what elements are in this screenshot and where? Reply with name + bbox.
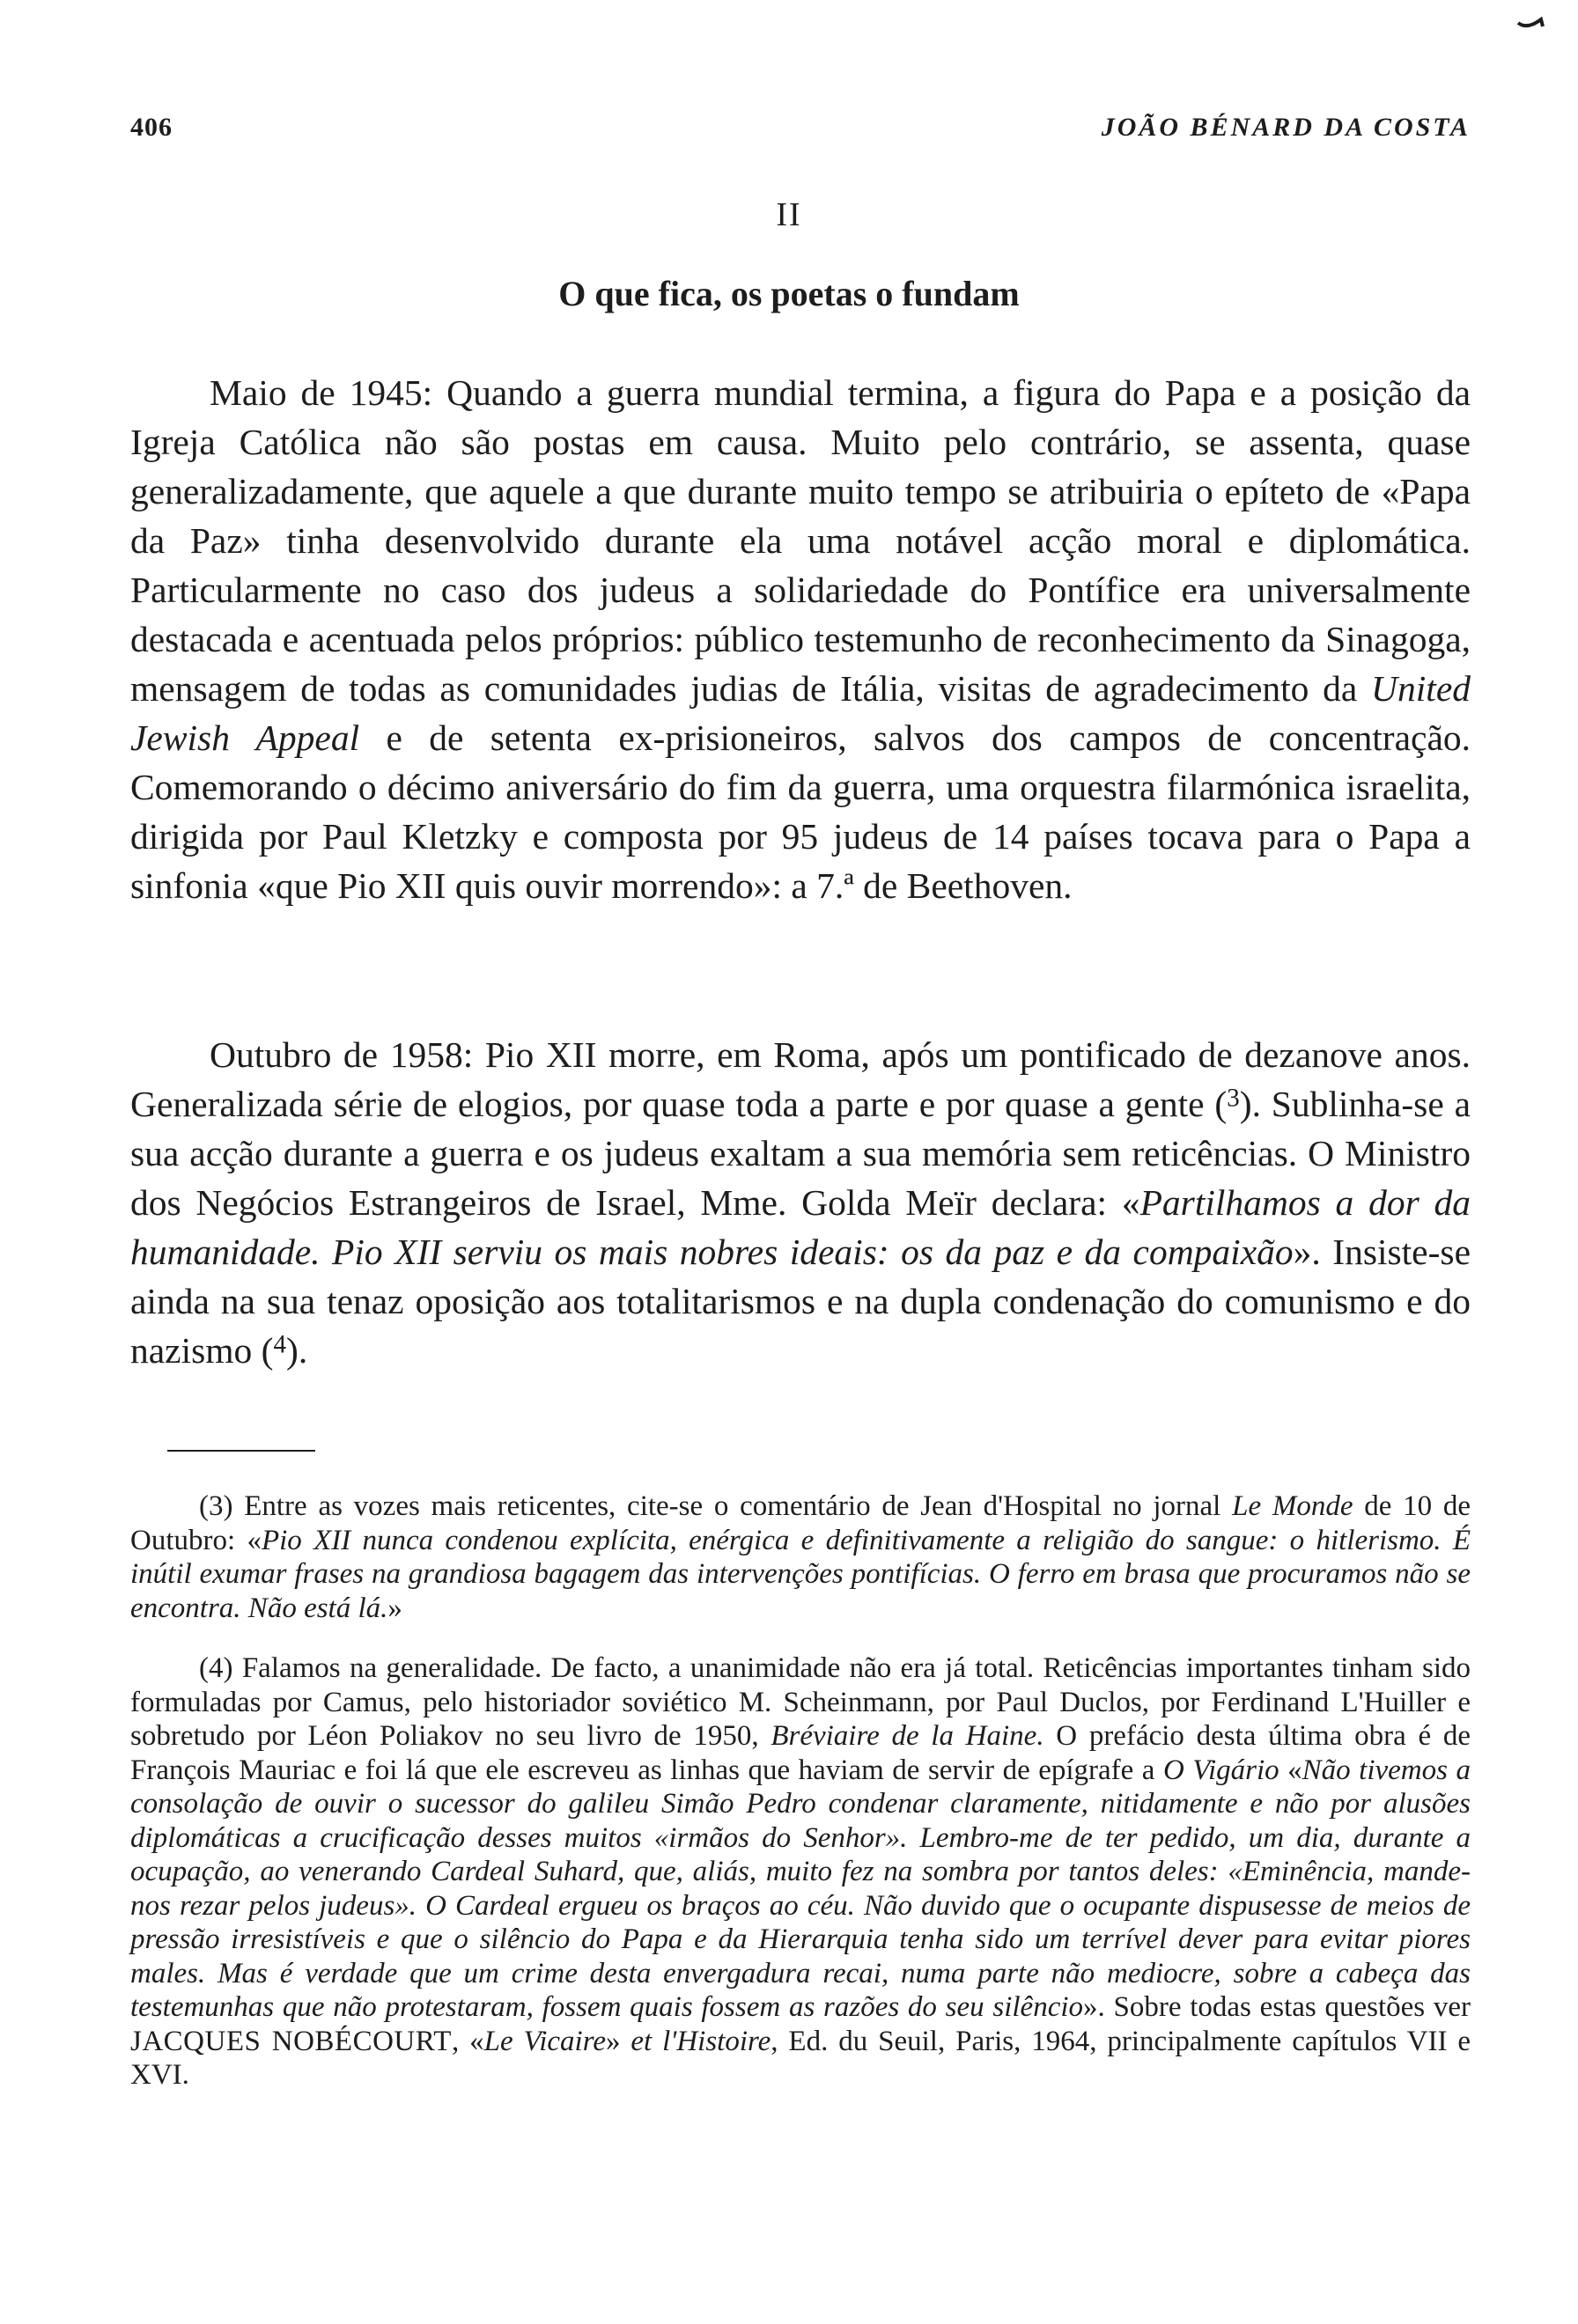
italic-run: Le Monde [1232, 1490, 1353, 1522]
text-run: « [1279, 1754, 1302, 1786]
author-name: JACQUES NOBÉCOURT [130, 2025, 452, 2057]
text-run: Falamos na generalidade. De facto, a unanimidade não era já total. Reticências importantes tinham sido formuladas por Camus, pelo historiador soviético M. Scheinmann, por Paul Duclos, por Ferdinand L'Huiller e sobretudo por Léon Poliakov no seu livro de 1950, [130, 1652, 1471, 1752]
running-title: JOÃO BÉNARD DA COSTA [1101, 113, 1471, 142]
text-run: ». Insiste-se ainda na sua tenaz oposição aos totalitarismos e na dupla condenação do comunismo e do nazismo ( [130, 1232, 1471, 1371]
italic-run: Le Vicaire [483, 2025, 606, 2057]
section-number: II [776, 196, 802, 233]
italic-run: United Jewish Appeal [130, 668, 1471, 758]
page-number: 406 [130, 113, 173, 142]
section-title: O que fica, os poetas o fundam [558, 274, 1020, 313]
running-head [130, 113, 1471, 148]
text-run: Outubro de 1958: Pio XII morre, em Roma, após um pontificado de dezanove anos. Generalizada série de elogios, por quase toda a parte e por quase a gente ( [130, 1034, 1471, 1124]
paragraph-2 [130, 1030, 1471, 1375]
italic-run: O Vigário [1162, 1754, 1279, 1786]
italic-run: et l'Histoire [630, 2025, 771, 2057]
footnote-divider [167, 1450, 315, 1452]
text-run: O prefácio desta última obra é de François Mauriac e foi lá que ele escreveu as linhas que haviam de servir de epígrafe a [130, 1720, 1471, 1786]
text-run: Maio de 1945: Quando a guerra mundial termina, a figura do Papa e a posição da Igreja Católica não são postas em causa. Muito pelo contrário, se assenta, quase generalizadamente, que aquele a que durante muito tempo se atribuiria o epíteto de «Papa da Paz» tinha desenvolvido durante ela uma notável acção moral e diplomática. Particularmente no caso dos judeus a solidariedade do Pontífice era universalmente destacada e acentuada pelos próprios: público testemunho de reconhecimento da Sinagoga, mensagem de todas as comunidades judias de Itália, visitas de agradecimento da [130, 372, 1471, 709]
text-run: de 10 de Outubro: « [130, 1490, 1471, 1556]
text-run: » [605, 2025, 631, 2057]
text-run: ). Sublinha-se a sua acção durante a guerra e os judeus exaltam a sua memória sem reticências. O Ministro dos Negócios Estrangeiros de Israel, Mme. Golda Meïr declara: « [130, 1084, 1471, 1223]
italic-run: Não tivemos a consolação de ouvir o sucessor do galileu Simão Pedro condenar claramente, nitidamente e não por alusões diplomáticas a crucificação desses muitos «irmãos do Senhor». Lembro-me de ter pedido, um dia, durante a ocupação, ao venerando Cardeal Suhard, que, aliás, muito fez na sombra por tantos deles: «Eminência, mande-nos rezar pelos judeus». O Cardeal ergueu os braços ao céu. Não duvido que o ocupante dispusesse de meios de pressão irresistíveis e que o silêncio do Papa e da Hierarquia tenha sido um terrível dever para evitar piores males. Mas é verdade que um crime desta envergadura recai, numa parte não mediocre, sobre a cabeça das testemunhas que não protestaram, fossem quais fossem as razões do seu silêncio [130, 1754, 1471, 2023]
italic-run: Pio XII nunca condenou explícita, enérgica e definitivamente a religião do sangue: o hitlerismo. É inútil exumar frases na grandiosa bagagem das intervenções pontifícias. O ferro em brasa que procuramos não se encontra. Não está lá. [130, 1524, 1471, 1624]
text-run: » [387, 1592, 402, 1624]
text-run: e de setenta ex-prisioneiros, salvos dos campos de concentração. Comemorando o décimo aniversário do fim da guerra, uma orquestra filarmónica israelita, dirigida por Paul Kletzky e composta por 95 judeus de 14 países tocava para o Papa a sinfonia «que Pio XII quis ouvir morrendo»: a 7.ª de Beethoven. [130, 717, 1471, 906]
italic-run: Bréviaire de la Haine. [771, 1720, 1044, 1752]
text-run: , Ed. du Seuil, Paris, 1964, principalmente capítulos VII e XVI. [130, 2025, 1471, 2091]
text-run: Entre as vozes mais reticentes, cite-se o comentário de Jean d'Hospital no jornal [244, 1490, 1233, 1522]
footnote-reference[interactable]: 3 [1227, 1084, 1240, 1113]
italic-run: Partilhamos a dor da humanidade. Pio XII serviu os mais nobres ideais: os da paz e da compaixão [130, 1182, 1471, 1272]
scan-mark-icon [1515, 7, 1548, 33]
footnote-reference[interactable]: 4 [273, 1330, 287, 1359]
footnote-marker: (3) [199, 1490, 233, 1522]
footnote-4 [130, 1651, 1471, 2092]
text-run: ». Sobre todas estas questões ver [1083, 1991, 1471, 2023]
footnote-3 [130, 1489, 1471, 1625]
footnote-marker: (4) [199, 1652, 233, 1684]
text-run: ). [286, 1330, 308, 1371]
text-run: , « [451, 2025, 484, 2057]
paragraph-1 [130, 368, 1471, 910]
